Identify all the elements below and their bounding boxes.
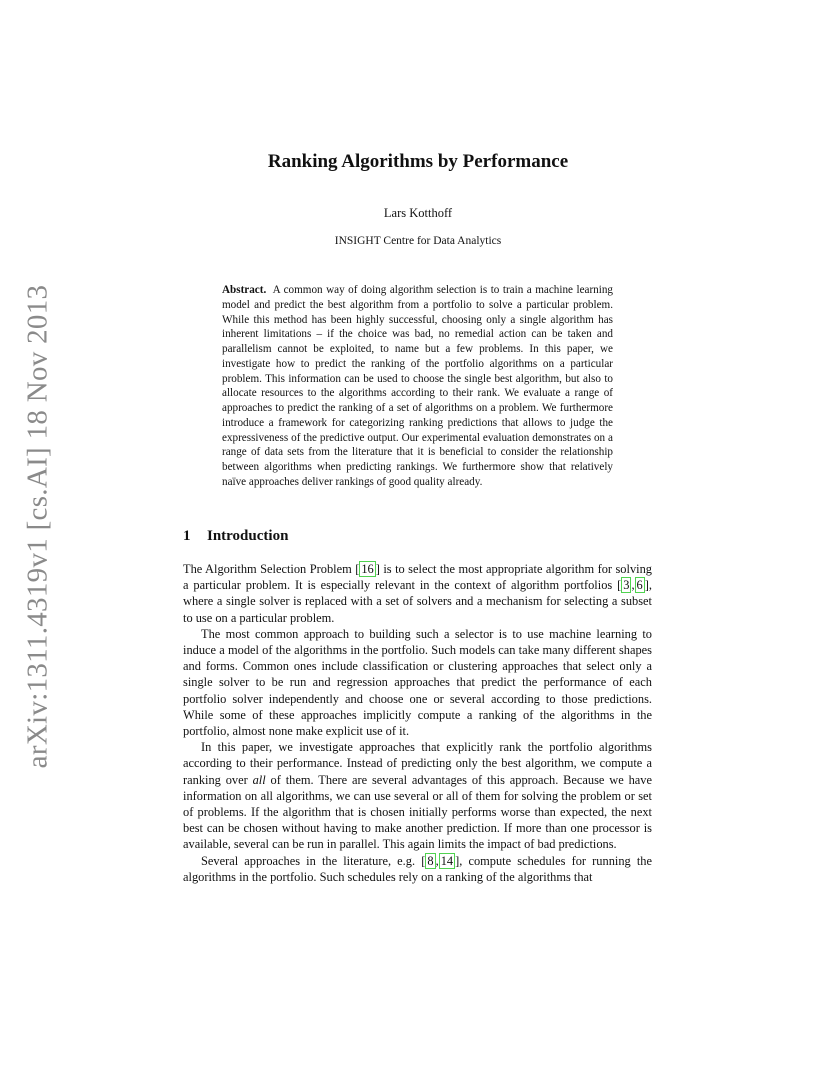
paragraph-3 [183,739,652,852]
abstract [222,283,613,490]
abstract-label: Abstract. [222,284,267,296]
author-affiliation: INSIGHT Centre for Data Analytics [334,235,502,247]
abstract-text: A common way of doing algorithm selection is to train a machine learning model and predict the best algorithm from a portfolio to solve a particular problem. While this method has been highly successful, choosing only a single algorithm has inherent limitations – if the choice was bad, no remedial action can be taken and parallelism cannot be exploited, to name but a few problems. In this paper, we investigate how to predict the ranking of the portfolio algorithms on a particular problem. This information can be used to choose the single best algorithm, but also to allocate resources to the algorithms according to their rank. We evaluate a range of approaches to predict the ranking of a set of algorithms on a problem. We furthermore introduce a framework for categorizing ranking predictions that allows to judge the expressiveness of the predictive output. Our experimental evaluation demonstrates on a range of data sets from the literature that it is beneficial to consider the relationship between algorithms when predicting rankings. We furthermore show that relatively naïve approaches deliver rankings of good quality already. [222,284,613,488]
citation-separator: , [631,578,635,593]
paragraph-2: The most common approach to building such a selector is to use machine learning to induce a model of the algorithms in the portfolio. Such models can take many different shapes and forms. Common ones include classification or clustering approaches that select only a single solver to be run and regression approaches that predict the performance of each portfolio solver independently and choose one or several according to those predictions. While some of these approaches implicitly compute a ranking of the algorithms in the portfolio, almost none make explicit use of it. [183,626,652,739]
section-number: 1 [183,528,191,544]
citation-link[interactable]: 6 [636,578,643,593]
arxiv-identifier-text: arXiv:1311.4319v1 [cs.AI] 18 Nov 2013 [21,284,54,768]
paragraph-text: , compute schedules for running the algorithms in the portfolio. Such schedules rely on a ranking of the algorithms that [183,853,652,884]
author-name: Lars Kotthoff [383,206,453,220]
emphasis-all: all [252,772,266,787]
paragraph-text: In this paper, we investigate approaches that explicitly rank the portfolio algorithms according to their performance. Instead of predicting only the best algorithm, we compute a ranking over [183,740,652,787]
citation-link[interactable]: 16 [361,562,374,576]
paragraph-text: The Algorithm Selection Problem [183,562,356,576]
paragraph-text: is to select the most appropriate algorithm for solving a particular problem. It is especially relevant in the context of algorithm portfolios [183,562,652,593]
paragraph-text: Several approaches in the literature, e.g. [201,853,422,868]
citation-link[interactable]: 14 [440,853,454,868]
paper-title: Ranking Algorithms by Performance [267,151,569,172]
paragraph-4: Several approaches in the literature, e.g. [ 8 , 14 ], compute schedules for running the algorithms in the portfolio. Such schedules rely on a ranking of the algorithms that [183,853,652,884]
paragraph-text: , where a single solver is replaced with a set of solvers and a mechanism for selecting a subset to use on a particular problem. [183,578,652,625]
citation-link[interactable]: 8 [427,853,434,868]
section-heading-introduction [183,528,288,545]
section-title: Introduction [207,528,289,544]
paragraph-1: The Algorithm Selection Problem [ 16 ] is to select the most appropriate algorithm for solving a particular problem. It is especially relevant in the context of algorithm portfolios [ 3 , 6 ], where a single solver is replaced with a set of solvers and a mechanism for selecting a subset to use on a particular problem. [183,562,652,625]
paragraph-text: of them. There are several advantages of this approach. Because we have information on all algorithms, we can use several or all of them for solving the problem or set of problems. If the algorithm that is chosen initially performs worse than expected, the next best can be chosen without having to make another prediction. If more than one processor is available, several can be run in parallel. This again limits the impact of bad predictions. [183,772,652,852]
arxiv-identifier [20,284,56,768]
introduction-body [183,561,652,885]
citation-link[interactable]: 3 [623,578,630,593]
citation-separator: , [435,853,439,868]
